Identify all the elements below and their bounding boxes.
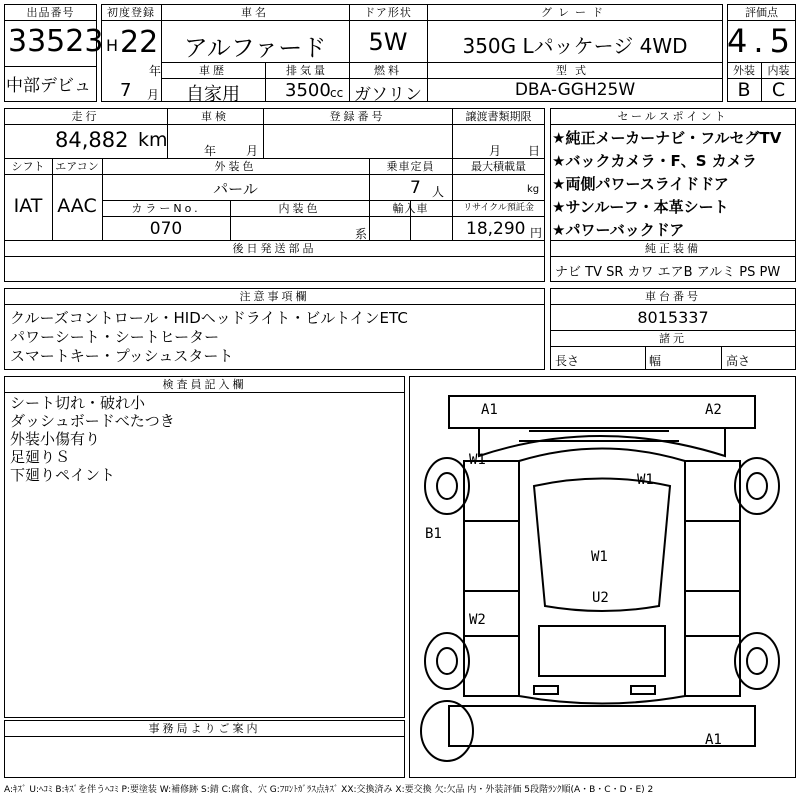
front-left-wheel bbox=[425, 458, 469, 514]
car-name-label: 車名 bbox=[241, 6, 269, 19]
mark-a1-front: A1 bbox=[481, 402, 498, 418]
rear-left-wheel bbox=[425, 633, 469, 689]
mark-w1-center: W1 bbox=[591, 549, 608, 565]
mileage-unit: km bbox=[138, 129, 168, 151]
recycle-unit: 円 bbox=[530, 226, 543, 240]
notes-line-3: スマートキー・プッシュスタート bbox=[10, 347, 234, 365]
history-label: 車歴 bbox=[199, 64, 227, 77]
legend-text: A:ｷｽﾞ U:ﾍｺﾐ B:ｷｽﾞを伴うﾍｺﾐ P:要塗装 W:補修跡 S:錆 C:腐食、穴 G:ﾌﾛﾝﾄｶﾞﾗｽ点ｷｽﾞ XX:交換済み X:要交換 欠:欠品 内・外装評価 5段階ﾗﾝｸ順(A・B・C・D・E) 2 bbox=[4, 785, 654, 795]
model-code-value: DBA-GGH25W bbox=[514, 80, 636, 100]
sales-point-4: ★サンルーフ・本革シート bbox=[552, 198, 729, 216]
office-label: 事務局よりご案内 bbox=[148, 722, 261, 735]
mark-u2-center: U2 bbox=[592, 590, 609, 606]
displacement-value: 3500 bbox=[285, 80, 331, 101]
rear-right-wheel bbox=[735, 633, 779, 689]
notes-label: 注意事項欄 bbox=[239, 290, 310, 303]
int-color-unit: 系 bbox=[355, 227, 368, 241]
inspection-month-unit: 月 bbox=[246, 144, 259, 158]
dims-label: 諸元 bbox=[659, 332, 687, 345]
import-label: 輸入車 bbox=[392, 202, 429, 215]
exterior-grade-value: B bbox=[737, 79, 751, 101]
door-value: 5W bbox=[368, 28, 408, 56]
max-load-unit: kg bbox=[527, 184, 540, 195]
lot-label: 出品番号 bbox=[26, 6, 75, 19]
exterior-grade-label: 外装 bbox=[733, 64, 755, 77]
aircon-label: エアコン bbox=[55, 160, 99, 173]
sales-point-3: ★両側パワースライドドア bbox=[552, 175, 729, 193]
first-reg-year: 22 bbox=[120, 25, 159, 60]
inspector-line-5: 下廻りペイント bbox=[10, 466, 116, 484]
mark-w2-left: W2 bbox=[469, 612, 486, 628]
history-value: 自家用 bbox=[186, 84, 240, 105]
max-load-label: 最大積載量 bbox=[471, 160, 526, 173]
car-name-value: アルファード bbox=[183, 34, 327, 62]
transfer-month-unit: 月 bbox=[489, 144, 502, 158]
mark-w1-left: W1 bbox=[469, 452, 486, 468]
first-reg-month: 7 bbox=[120, 80, 132, 101]
notes-line-1: クルーズコントロール・HIDヘッドライト・ビルトインETC bbox=[10, 309, 408, 327]
displacement-unit: cc bbox=[330, 86, 344, 100]
score-label: 評価点 bbox=[745, 6, 778, 19]
sales-point-5: ★パワーバックドア bbox=[552, 221, 685, 239]
spare-wheel bbox=[421, 701, 473, 761]
interior-grade-label: 内装 bbox=[767, 64, 790, 77]
first-reg-month-unit: 月 bbox=[147, 88, 160, 102]
score-value: 4.5 bbox=[727, 22, 796, 60]
right-side-body bbox=[685, 461, 740, 696]
mark-a2-front: A2 bbox=[705, 402, 722, 418]
recycle-value: 18,290 bbox=[466, 219, 526, 239]
grade-value: 350G Lパッケージ 4WD bbox=[462, 34, 688, 58]
lot-number: 33523 bbox=[8, 24, 104, 59]
sales-point-2: ★バックカメラ・F、S カメラ bbox=[552, 152, 757, 170]
inspection-year-unit: 年 bbox=[204, 144, 217, 158]
shift-value: IAT bbox=[13, 195, 43, 217]
mark-a1-rear: A1 bbox=[705, 732, 722, 748]
left-side-body bbox=[464, 461, 519, 696]
displacement-label: 排気量 bbox=[286, 64, 328, 77]
transfer-deadline-label: 譲渡書類期限 bbox=[465, 110, 532, 123]
model-code-label: 型式 bbox=[556, 64, 594, 77]
fuel-value: ガソリン bbox=[354, 85, 422, 105]
inspection-label: 車検 bbox=[201, 110, 229, 123]
ext-color-label: 外装色 bbox=[214, 160, 257, 173]
transfer-day-unit: 日 bbox=[528, 144, 541, 158]
front-right-wheel bbox=[735, 458, 779, 514]
inspector-line-1: シート切れ・破れ小 bbox=[10, 394, 146, 412]
chassis-value: 8015337 bbox=[637, 308, 709, 327]
inspector-label: 検査員記入欄 bbox=[162, 378, 247, 391]
reg-number-label: 登録番号 bbox=[329, 110, 386, 123]
ext-color-value: パール bbox=[213, 180, 258, 198]
inspector-line-3: 外装小傷有り bbox=[10, 430, 101, 448]
chassis-label: 車台番号 bbox=[645, 290, 701, 303]
capacity-value: 7 bbox=[410, 178, 421, 198]
shift-label: シフト bbox=[11, 160, 45, 173]
mileage-value: 84,882 bbox=[55, 128, 129, 152]
first-reg-label: 初度登録 bbox=[107, 6, 155, 19]
equipment-label: 純正装備 bbox=[645, 242, 701, 255]
mileage-label: 走行 bbox=[71, 110, 100, 123]
inspector-line-4: 足廻りＳ bbox=[10, 448, 71, 466]
inspector-line-2: ダッシュボードべたつき bbox=[10, 412, 175, 430]
interior-grade-value: C bbox=[771, 79, 786, 101]
dims-width: 幅 bbox=[649, 354, 662, 368]
aircon-value: AAC bbox=[57, 195, 97, 217]
car-diagram bbox=[409, 376, 796, 778]
equipment-value: ナビ TV SR カワ エアB アルミ PS PW bbox=[555, 265, 781, 280]
later-parts-label: 後日発送部品 bbox=[232, 242, 317, 255]
color-no-label: カラーNo. bbox=[131, 202, 201, 215]
color-no-value: 070 bbox=[149, 219, 183, 239]
venue-name: 中部デビュ bbox=[6, 76, 91, 96]
grade-label: グレード bbox=[541, 6, 609, 19]
mark-w1-roof: W1 bbox=[637, 472, 654, 488]
roof-body bbox=[519, 449, 685, 704]
door-label: ドア形状 bbox=[364, 6, 412, 19]
fuel-label: 燃料 bbox=[374, 64, 402, 77]
sales-point-1: ★純正メーカーナビ・フルセグTV bbox=[552, 129, 782, 147]
sales-points-label: セールスポイント bbox=[617, 110, 729, 123]
dims-height: 高さ bbox=[726, 354, 751, 368]
mark-b1-left: B1 bbox=[425, 526, 442, 542]
dims-length: 長さ bbox=[555, 354, 580, 368]
capacity-unit: 人 bbox=[432, 185, 445, 199]
first-reg-year-unit: 年 bbox=[149, 64, 162, 78]
recycle-label: リサイクル預託金 bbox=[463, 203, 534, 213]
notes-line-2: パワーシート・シートヒーター bbox=[10, 328, 220, 346]
int-color-label: 内装色 bbox=[278, 202, 321, 215]
first-reg-era: H bbox=[106, 36, 119, 55]
capacity-label: 乗車定員 bbox=[386, 160, 435, 173]
